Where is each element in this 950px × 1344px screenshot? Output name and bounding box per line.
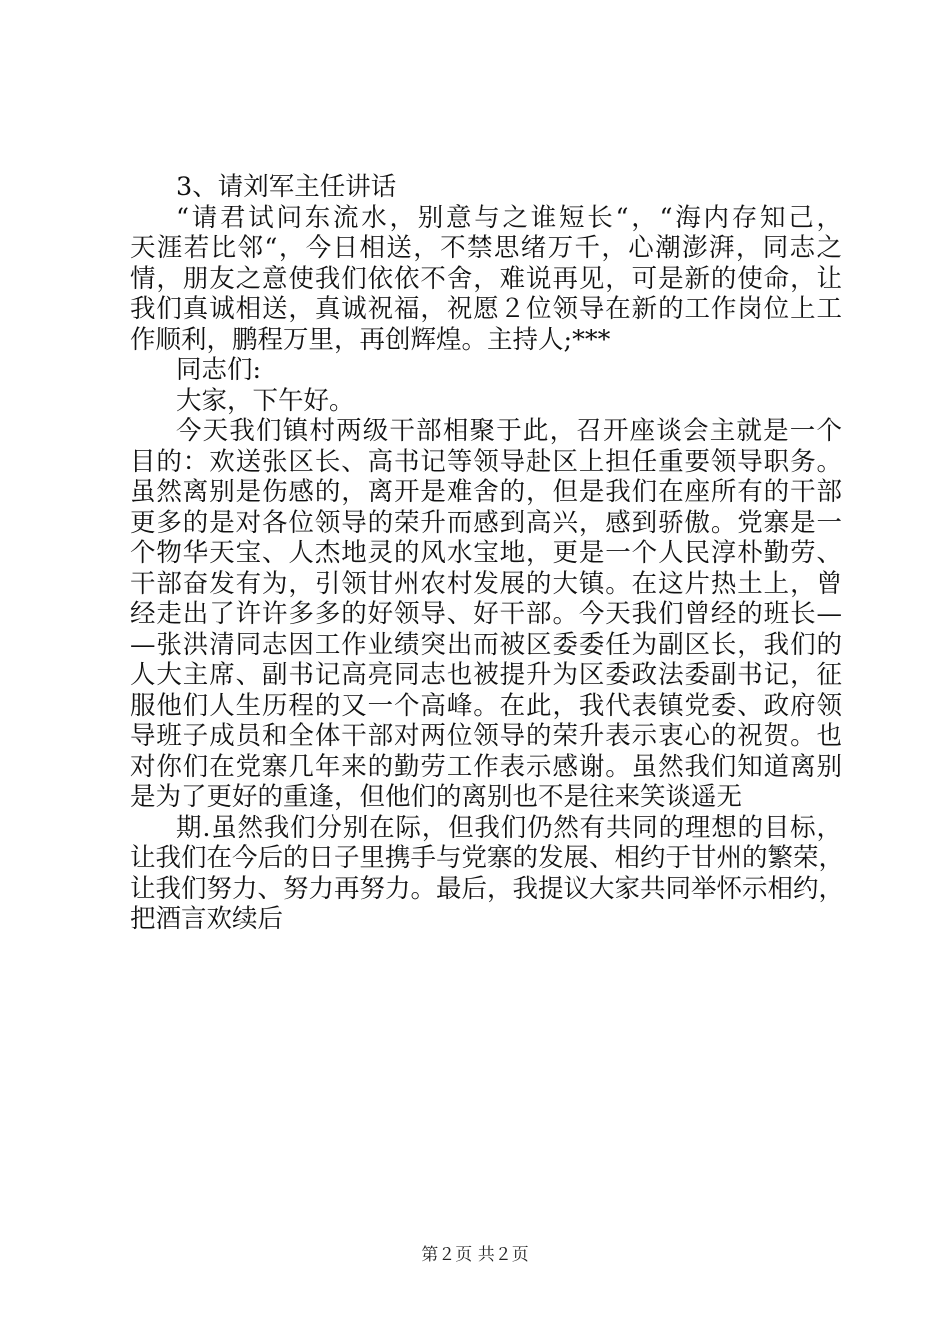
body-line: 让我们在今后的日子里携手与党寨的发展、相约于甘州的繁荣， (130, 843, 845, 873)
body-line: 服他们人生历程的又一个高峰。在此，我代表镇党委、政府领 (130, 690, 842, 721)
body-line: 期.虽然我们分别在际，但我们仍然有共同的理想的目标， (176, 812, 842, 843)
body-line: 今天我们镇村两级干部相聚于此，召开座谈会主就是一个 (176, 416, 842, 446)
body-line: 更多的是对各位领导的荣升而感到高兴，感到骄傲。党寨是一 (130, 507, 842, 538)
body-line: 经走出了许许多多的好领导、好干部。今天我们曾经的班长— (130, 599, 842, 629)
body-line: 个物华天宝、人杰地灵的风水宝地，更是一个人民淳朴勤劳、 (130, 538, 842, 568)
body-line: 目的：欢送张区长、高书记等领导赴区上担任重要领导职务。 (130, 446, 842, 477)
body-line: 天涯若比邻“，今日相送，不禁思绪万千，心潮澎湃，同志之 (130, 233, 842, 263)
body-line: —张洪清同志因工作业绩突出而被区委委任为副区长，我们的 (130, 629, 842, 660)
body-line: 干部奋发有为，引领甘州农村发展的大镇。在这片热土上，曾 (130, 568, 842, 599)
body-line: 对你们在党寨几年来的勤劳工作表示感谢。虽然我们知道离别 (130, 751, 842, 782)
body-line: 把酒言欢续后 (130, 904, 284, 934)
body-line: 虽然离别是伤感的，离开是难舍的，但是我们在座所有的干部 (130, 477, 842, 507)
body-line: 人大主席、副书记高亮同志也被提升为区委政法委副书记，征 (130, 660, 842, 690)
agenda-item: 3、请刘军主任讲话 (176, 172, 397, 202)
body-line: 让我们努力、努力再努力。最后，我提议大家共同举怀示相约， (130, 873, 845, 904)
salutation: 同志们: (176, 355, 262, 385)
body-line: 是为了更好的重逢，但他们的离别也不是往来笑谈遥无 (130, 782, 743, 812)
body-line: 情，朋友之意使我们依依不舍，难说再见，可是新的使命，让 (130, 263, 842, 294)
body-line: 我们真诚相送，真诚祝福，祝愿２位领导在新的工作岗位上工 (130, 294, 842, 324)
body-line: 作顺利，鹏程万里，再创辉煌。主持人;*** (130, 324, 611, 355)
page-number-footer: 第２页 共２页 (421, 1245, 529, 1265)
body-line: “请君试问东流水，别意与之谁短长“，“海内存知己， (176, 202, 842, 233)
body-line: 导班子成员和全体干部对两位领导的荣升表示衷心的祝贺。也 (130, 721, 842, 751)
document-body (130, 172, 845, 935)
greeting: 大家，下午好。 (176, 385, 355, 416)
